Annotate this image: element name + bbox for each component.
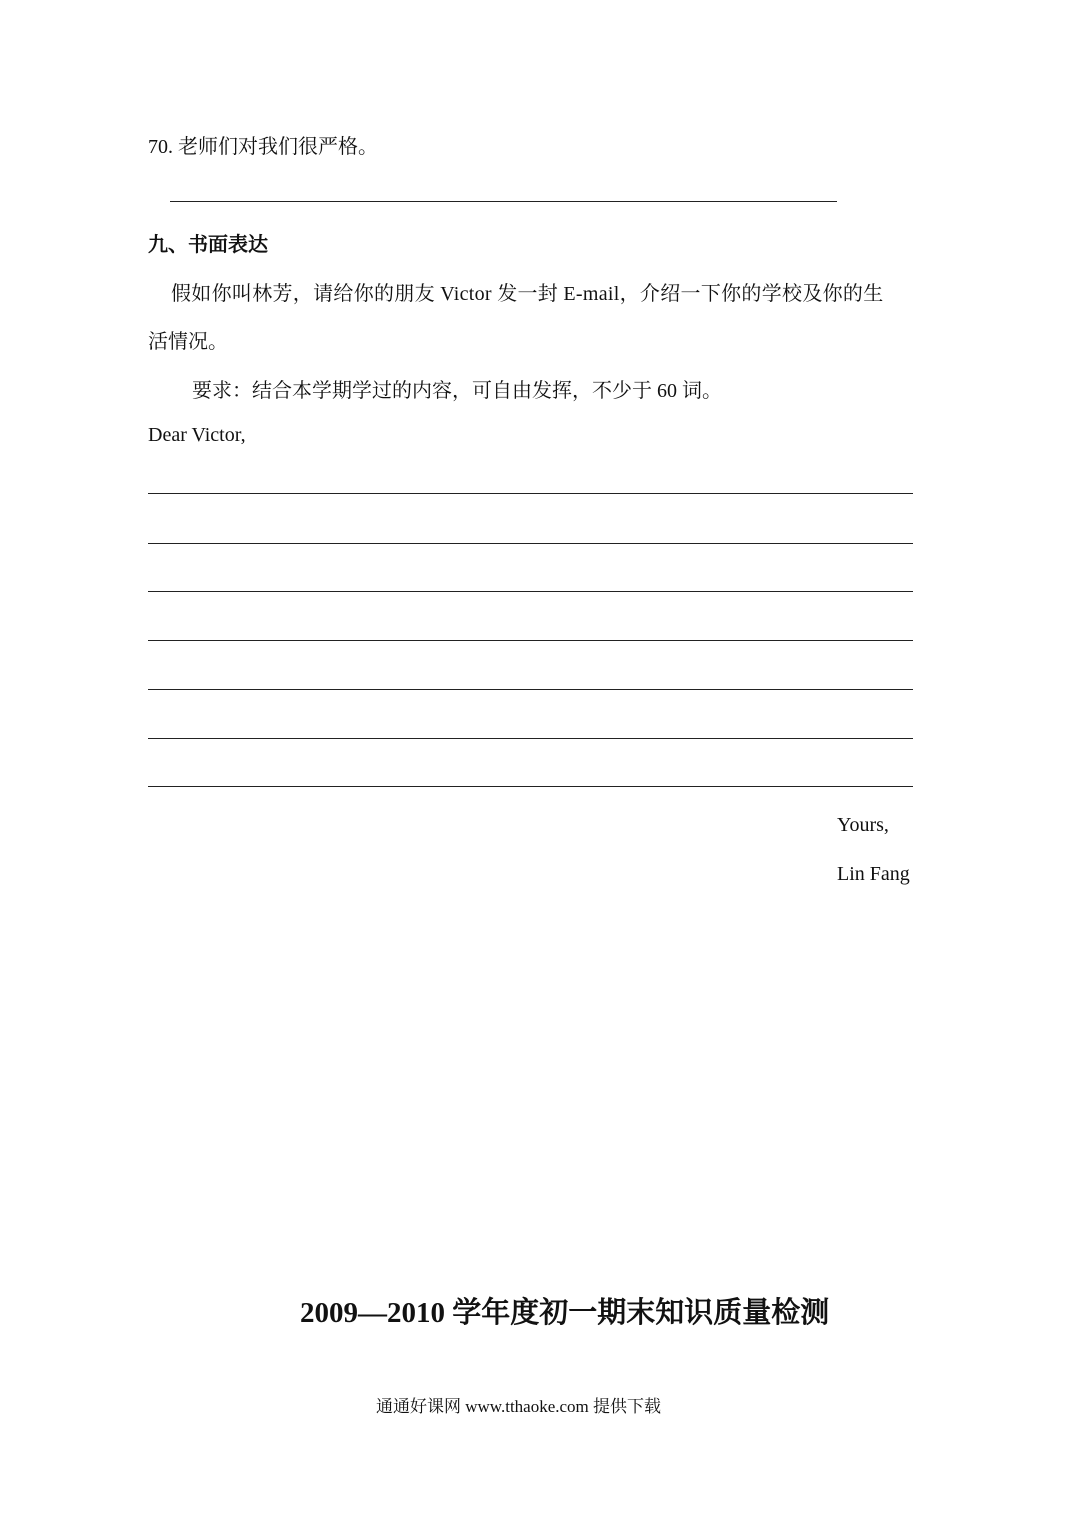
section-title: 九、书面表达 <box>148 232 268 256</box>
letter-greeting: Dear Victor, <box>148 424 246 446</box>
writing-line <box>148 786 913 787</box>
writing-line <box>148 493 913 494</box>
writing-line <box>148 543 913 544</box>
writing-line <box>148 689 913 690</box>
writing-requirement: 要求：结合本学期学过的内容，可自由发挥，不少于 60 词。 <box>192 380 722 402</box>
answer-line-70 <box>170 201 837 202</box>
writing-prompt-line-1: 假如你叫林芳，请给你的朋友 Victor 发一封 E-mail，介绍一下你的学校及你的生 <box>171 283 884 305</box>
question-70: 70. 老师们对我们很严格。 <box>148 136 378 158</box>
page-footer: 通通好课网 www.tthaoke.com 提供下载 <box>376 1397 662 1416</box>
writing-line <box>148 591 913 592</box>
writing-line <box>148 640 913 641</box>
writing-line <box>148 738 913 739</box>
exam-title: 2009—2010 学年度初一期末知识质量检测 <box>300 1297 830 1329</box>
writing-prompt-line-2: 活情况。 <box>148 331 228 353</box>
letter-signature: Lin Fang <box>837 863 910 885</box>
letter-closing: Yours, <box>837 814 889 836</box>
